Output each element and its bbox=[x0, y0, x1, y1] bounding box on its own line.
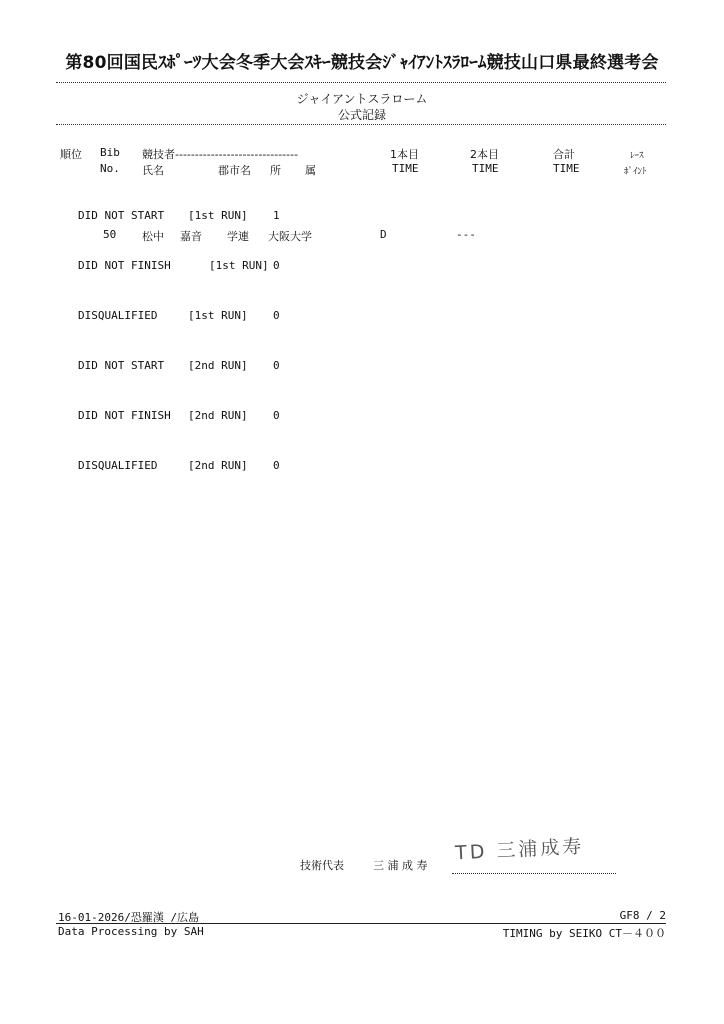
section-label: DISQUALIFIED bbox=[78, 459, 158, 472]
footer-divider bbox=[56, 923, 666, 924]
header-time2: TIME bbox=[472, 162, 499, 175]
title-divider bbox=[56, 82, 666, 83]
header-time-total: TIME bbox=[553, 162, 580, 175]
section-count: 0 bbox=[273, 409, 280, 422]
section-run: [1st RUN] bbox=[188, 209, 248, 222]
header-name: 氏名 bbox=[142, 164, 164, 177]
signature-label: 技術代表 bbox=[300, 859, 344, 872]
document-title: 第80回国民ｽﾎﾟｰﾂ大会冬季大会ｽｷｰ競技会ｼﾞｬｲｱﾝﾄｽﾗﾛｰﾑ競技山口県最終選考会 bbox=[65, 53, 659, 73]
section-run: [2nd RUN] bbox=[188, 409, 248, 422]
record-type: 公式記録 bbox=[337, 108, 386, 122]
entry-run1: D bbox=[380, 228, 387, 241]
entry-family-name: 松中 bbox=[142, 230, 164, 243]
entry-region: 学連 bbox=[227, 230, 249, 243]
header-no: No. bbox=[100, 162, 120, 175]
signature-line bbox=[452, 873, 616, 874]
event-name: ジャイアントスラローム bbox=[296, 92, 428, 106]
entry-run2: --- bbox=[456, 228, 476, 241]
section-count: 0 bbox=[273, 459, 280, 472]
header-total: 合計 bbox=[553, 148, 575, 161]
header-rank: 順位 bbox=[60, 148, 82, 161]
section-run: [1st RUN] bbox=[188, 309, 248, 322]
header-run1: 1本目 bbox=[390, 148, 419, 161]
footer-data-processing: Data Processing by SAH bbox=[58, 925, 204, 938]
section-count: 0 bbox=[273, 309, 280, 322]
header-affiliation-2: 属 bbox=[305, 164, 316, 177]
entry-bib: 50 bbox=[103, 228, 117, 241]
header-competitor: 競技者------------------------------- bbox=[142, 148, 299, 161]
header-race-points-1: ﾚｰｽ bbox=[630, 151, 644, 161]
footer-timing: TIMING by SEIKO CT－４００ bbox=[502, 927, 666, 940]
header-bib: Bib bbox=[100, 146, 120, 159]
header-affiliation-1: 所 bbox=[270, 164, 281, 177]
entry-affiliation: 大阪大学 bbox=[268, 230, 312, 243]
section-run: [2nd RUN] bbox=[188, 359, 248, 372]
section-label: DID NOT FINISH bbox=[78, 259, 171, 272]
section-run: [1st RUN] bbox=[209, 259, 269, 272]
footer-date-place: 16-01-2026/恐羅漢 /広島 bbox=[58, 911, 200, 924]
header-time1: TIME bbox=[392, 162, 419, 175]
section-run: [2nd RUN] bbox=[188, 459, 248, 472]
section-label: DID NOT FINISH bbox=[78, 409, 171, 422]
footer-page: GF8 / 2 bbox=[619, 909, 666, 922]
entry-given-name: 嘉音 bbox=[180, 230, 202, 243]
section-label: DID NOT START bbox=[78, 209, 165, 222]
section-count: 0 bbox=[273, 259, 280, 272]
signature-name: 三 浦 成 寿 bbox=[373, 859, 428, 872]
section-label: DISQUALIFIED bbox=[78, 309, 158, 322]
section-label: DID NOT START bbox=[78, 359, 165, 372]
header-run2: 2本目 bbox=[470, 148, 499, 161]
section-count: 0 bbox=[273, 359, 280, 372]
handwritten-signature: TD 三浦成寿 bbox=[454, 835, 585, 865]
section-count: 1 bbox=[273, 209, 280, 222]
header-divider bbox=[56, 124, 666, 125]
header-race-points-2: ﾎﾟｲﾝﾄ bbox=[624, 167, 647, 177]
header-region: 郡市名 bbox=[218, 164, 251, 177]
